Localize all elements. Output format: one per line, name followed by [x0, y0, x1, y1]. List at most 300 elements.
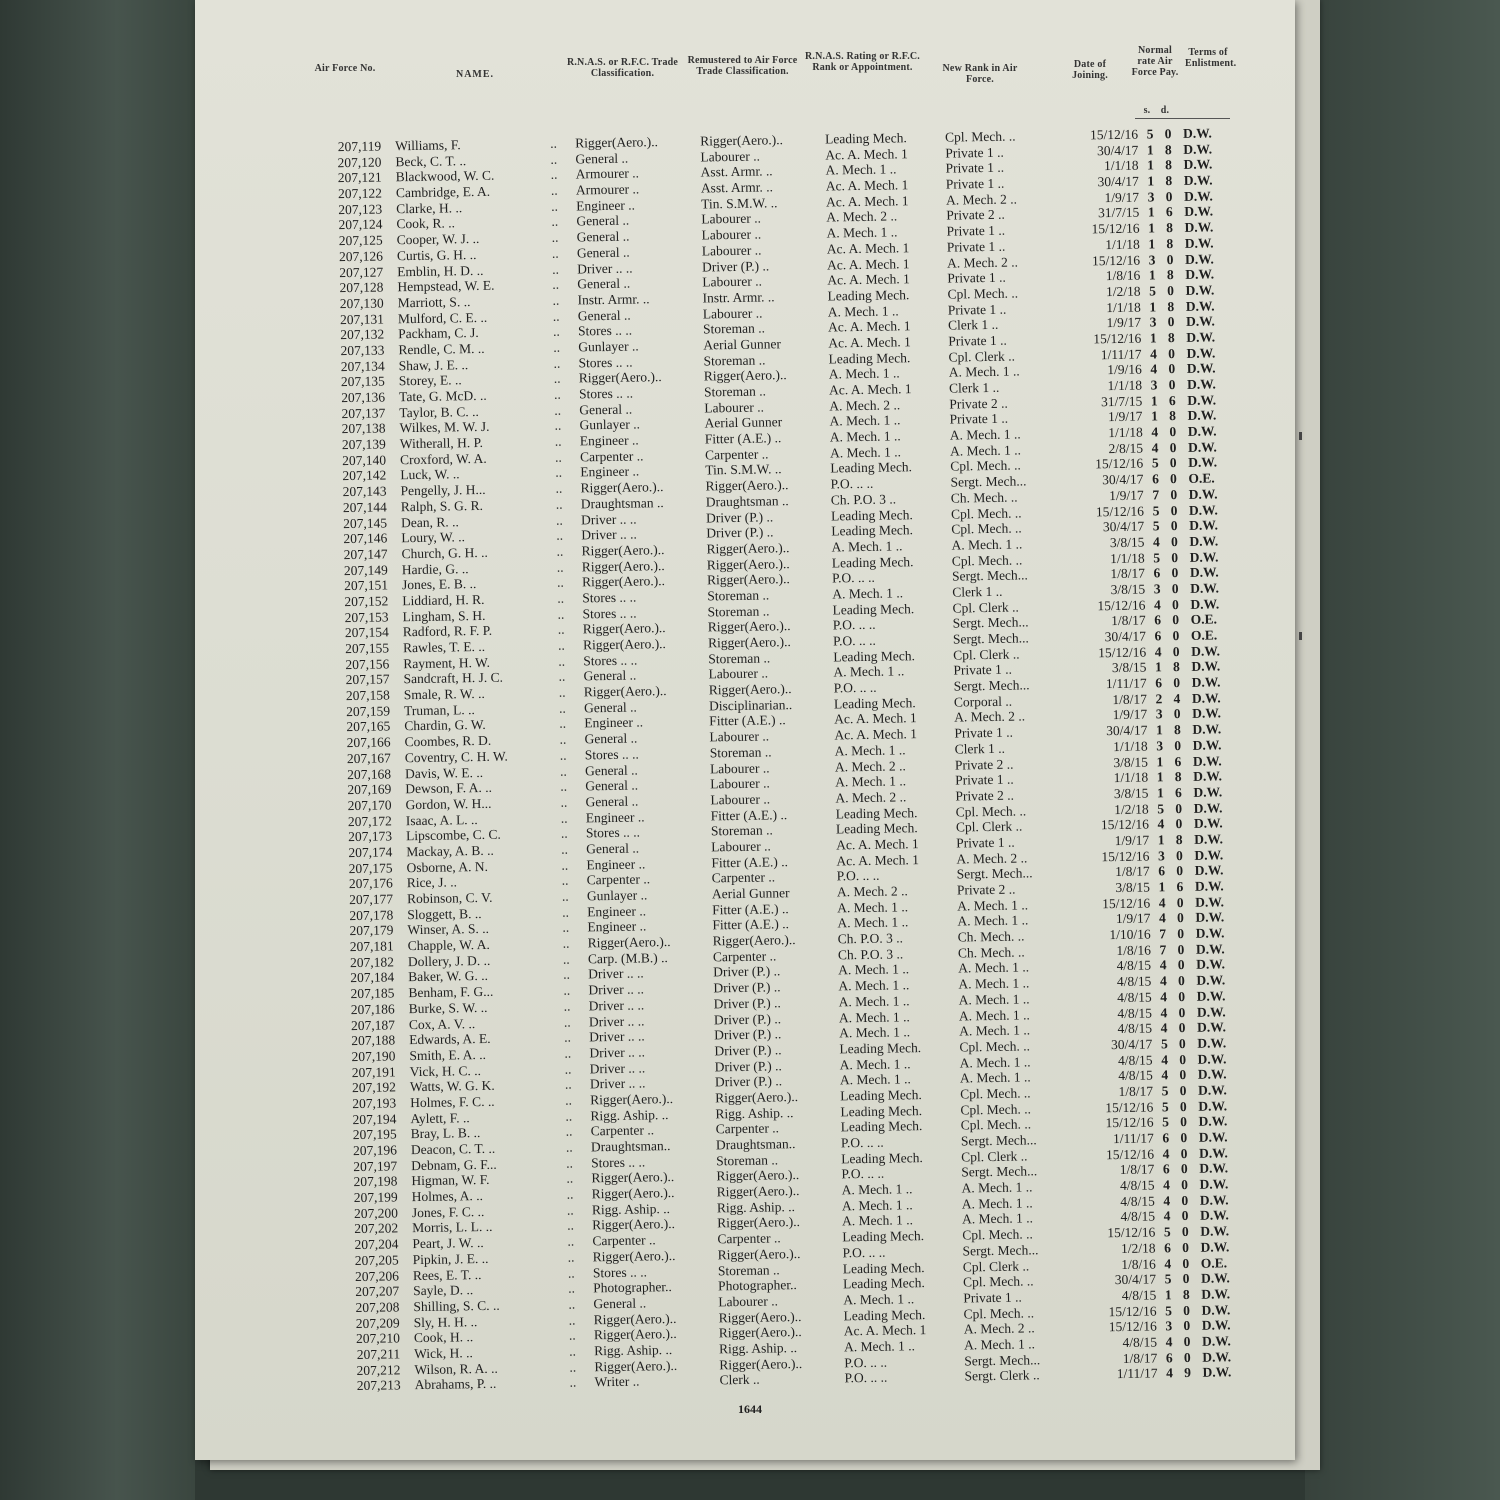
pay-shillings: 4 — [1150, 361, 1158, 377]
terms-cell: D.W. — [1198, 1097, 1228, 1114]
name-cell: Storey, E. .. — [398, 372, 462, 389]
rating-cell: Leading Mech. — [839, 1040, 922, 1057]
terms-cell: D.W. — [1189, 548, 1219, 565]
rating-cell: Ac. A. Mech. 1 — [827, 271, 910, 288]
rating-cell: A. Mech. 2 .. — [836, 883, 908, 900]
terms-cell: D.W. — [1187, 439, 1217, 455]
date-cell: 15/12/16 — [1097, 597, 1146, 613]
air-force-no: 207,137 — [341, 405, 386, 421]
leader-dots: .. — [554, 418, 562, 434]
terms-cell: D.W. — [1183, 141, 1213, 157]
pay-shillings: 4 — [1161, 1051, 1169, 1067]
leader-dots: .. — [567, 1233, 575, 1249]
name-cell: Dewson, F. A. .. — [405, 780, 493, 797]
new-rank-cell: Clerk 1 .. — [954, 740, 1006, 757]
pay-pence: 0 — [1171, 549, 1179, 565]
pay-pence: 0 — [1168, 377, 1176, 393]
date-cell: 1/1/18 — [1103, 157, 1139, 174]
rating-cell: P.O. .. .. — [844, 1354, 888, 1371]
date-cell: 1/8/17 — [1122, 1350, 1158, 1366]
new-rank-cell: Private 2 .. — [946, 207, 1005, 224]
air-force-no: 207,206 — [354, 1267, 400, 1284]
date-cell: 15/12/16 — [1108, 1303, 1157, 1319]
rating-cell: A. Mech. 1 .. — [832, 585, 904, 602]
leader-dots: .. — [566, 1155, 574, 1171]
date-cell: 15/12/16 — [1100, 816, 1150, 833]
pay-shillings: 1 — [1146, 142, 1154, 158]
date-cell: 15/12/16 — [1089, 126, 1139, 143]
air-force-no: 207,205 — [354, 1252, 399, 1268]
leader-dots: .. — [562, 935, 570, 951]
pay-shillings: 3 — [1147, 189, 1155, 205]
trade-cell: Rigger(Aero.).. — [580, 479, 664, 496]
remustered-cell: Labourer .. — [702, 305, 763, 322]
terms-cell: O.E. — [1188, 470, 1215, 486]
name-cell: Sly, H. H. .. — [413, 1313, 478, 1330]
new-rank-cell: Sergt. Mech... — [950, 473, 1027, 490]
name-cell: Tate, G. McD. .. — [398, 387, 487, 405]
new-rank-cell: Sergt. Mech... — [961, 1163, 1038, 1180]
air-force-no: 207,143 — [342, 483, 387, 500]
trade-cell: Rigger(Aero.).. — [592, 1216, 676, 1233]
pay-shillings: 1 — [1151, 408, 1159, 424]
leader-dots: .. — [559, 716, 567, 732]
pay-pence: 0 — [1181, 1177, 1189, 1193]
rating-cell: A. Mech. 1 .. — [841, 1197, 913, 1214]
trade-cell: Driver .. .. — [588, 997, 645, 1014]
pay-shillings: 2 — [1155, 691, 1163, 707]
name-cell: Higman, W. F. — [411, 1172, 490, 1189]
air-force-no: 207,139 — [341, 436, 386, 453]
leader-dots: .. — [554, 433, 562, 449]
pay-pence: 8 — [1167, 298, 1175, 314]
new-rank-cell: Clerk 1 .. — [947, 317, 999, 333]
leader-dots: .. — [556, 543, 564, 559]
pay-shillings: 1 — [1148, 267, 1156, 283]
terms-cell: D.W. — [1182, 125, 1212, 141]
remustered-cell: Labourer .. — [709, 759, 770, 776]
rating-cell: A. Mech. 1 .. — [833, 663, 905, 680]
air-force-no: 207,191 — [351, 1063, 396, 1080]
terms-cell: D.W. — [1202, 1364, 1232, 1381]
date-cell: 15/12/16 — [1105, 1099, 1154, 1115]
name-cell: Wilson, R. A. .. — [414, 1360, 498, 1377]
new-rank-cell: A. Mech. 1 .. — [949, 442, 1022, 459]
pay-shillings: 6 — [1155, 675, 1163, 691]
desk-backdrop-left — [0, 0, 195, 1500]
trade-cell: Rigger(Aero.).. — [587, 934, 671, 951]
name-cell: Vick, H. C. .. — [409, 1062, 482, 1079]
date-cell: 1/11/17 — [1116, 1365, 1158, 1382]
terms-cell: D.W. — [1201, 1333, 1231, 1349]
pay-shillings: 1 — [1147, 173, 1155, 189]
air-force-no: 207,177 — [349, 891, 394, 908]
name-cell: Luck, W. .. — [400, 466, 460, 483]
leader-dots: .. — [550, 151, 558, 167]
rating-cell: A. Mech. 1 .. — [829, 444, 902, 461]
pay-pence: 8 — [1182, 1286, 1190, 1302]
date-cell: 30/4/17 — [1102, 518, 1145, 535]
terms-cell: D.W. — [1191, 690, 1221, 706]
rating-cell: A. Mech. 1 .. — [837, 914, 909, 931]
new-rank-cell: Cpl. Mech. .. — [962, 1226, 1033, 1243]
air-force-no: 207,158 — [345, 687, 390, 704]
new-rank-cell: Cpl. Mech. .. — [951, 520, 1022, 537]
date-cell: 31/7/15 — [1097, 205, 1140, 221]
air-force-no: 207,182 — [349, 954, 395, 970]
date-cell: 1/9/17 — [1106, 314, 1142, 331]
rating-cell: A. Mech. 1 .. — [838, 1008, 910, 1025]
date-cell: 4/8/15 — [1120, 1193, 1155, 1209]
new-rank-cell: Clerk 1 .. — [952, 583, 1003, 600]
rating-cell: P.O. .. .. — [836, 868, 880, 884]
leader-dots: .. — [565, 1123, 573, 1140]
pay-pence: 0 — [1172, 628, 1180, 644]
remustered-cell: Rigger(Aero.).. — [706, 555, 790, 573]
name-cell: Robinson, C. V. — [406, 889, 493, 907]
page-number: 1644 — [738, 1402, 762, 1416]
leader-dots: .. — [555, 496, 563, 512]
new-rank-cell: A. Mech. 1 .. — [958, 975, 1030, 992]
pay-pence: 0 — [1169, 439, 1177, 455]
air-force-no: 207,169 — [347, 781, 392, 798]
leader-dots: .. — [564, 1061, 572, 1077]
pay-pence: 0 — [1171, 580, 1179, 597]
date-cell: 31/7/15 — [1100, 393, 1143, 409]
remustered-cell: Driver (P.) .. — [701, 257, 770, 274]
air-force-no: 207,192 — [351, 1079, 397, 1096]
air-force-no: 207,138 — [341, 420, 386, 437]
new-rank-cell: Private 1 .. — [947, 301, 1007, 318]
trade-cell: Driver .. .. — [589, 1028, 645, 1045]
terms-cell: D.W. — [1184, 219, 1214, 236]
trade-cell: Driver .. .. — [589, 1044, 646, 1061]
terms-cell: D.W. — [1201, 1286, 1231, 1302]
remustered-cell: Labourer .. — [701, 242, 762, 259]
air-force-no: 207,210 — [355, 1330, 401, 1347]
rating-cell: Leading Mech. — [830, 506, 913, 523]
trade-cell: Stores .. .. — [582, 589, 637, 606]
terms-cell: D.W. — [1183, 156, 1213, 173]
air-force-no: 207,149 — [343, 562, 388, 578]
pay-pence: 0 — [1171, 565, 1179, 581]
terms-cell: D.W. — [1199, 1207, 1229, 1224]
air-force-no: 207,188 — [351, 1032, 396, 1049]
air-force-no: 207,151 — [344, 577, 389, 594]
leader-dots: .. — [563, 998, 571, 1014]
pay-pence: 0 — [1183, 1318, 1191, 1334]
remustered-cell: Rigger(Aero.).. — [705, 477, 789, 494]
pay-shillings: 1 — [1156, 769, 1164, 785]
new-rank-cell: A. Mech. 1 .. — [961, 1195, 1033, 1212]
remustered-cell: Draughtsman .. — [705, 492, 789, 510]
pay-pence: 8 — [1172, 659, 1180, 675]
trade-cell: General .. — [585, 793, 639, 810]
terms-cell: D.W. — [1195, 925, 1225, 941]
trade-cell: Rigger(Aero.).. — [594, 1357, 678, 1374]
trade-cell: General .. — [576, 228, 630, 245]
name-cell: Curtis, G. H. .. — [396, 246, 477, 264]
new-rank-cell: Cpl. Mech. .. — [960, 1116, 1032, 1133]
date-cell: 1/1/18 — [1106, 299, 1141, 315]
remustered-cell: Fitter (A.E.) .. — [712, 916, 790, 933]
air-force-no: 207,165 — [346, 718, 391, 735]
trade-cell: Rigg. Aship. .. — [594, 1342, 673, 1359]
air-force-no: 207,155 — [345, 640, 390, 657]
date-cell: 1/9/17 — [1109, 487, 1144, 503]
leader-dots: .. — [551, 245, 559, 261]
leader-dots: .. — [557, 621, 565, 638]
trade-cell: General .. — [583, 699, 637, 716]
pay-pence: 0 — [1181, 1208, 1189, 1224]
pay-shillings: 3 — [1148, 251, 1156, 267]
remustered-cell: Rigger(Aero.).. — [719, 1355, 803, 1372]
remustered-cell: Storeman .. — [716, 1152, 779, 1169]
pay-shillings: 5 — [1165, 1302, 1173, 1318]
leader-dots: .. — [561, 857, 569, 873]
leader-dots: .. — [555, 480, 563, 496]
leader-dots: .. — [556, 574, 564, 591]
remustered-cell: Storeman .. — [702, 320, 766, 337]
terms-cell: D.W. — [1197, 1066, 1227, 1083]
trade-cell: Rigger(Aero.).. — [575, 134, 659, 151]
trade-cell: Engineer .. — [586, 856, 646, 872]
air-force-no: 207,121 — [337, 169, 382, 186]
leader-dots: .. — [555, 465, 563, 481]
remustered-cell: Labourer .. — [704, 399, 765, 416]
remustered-cell: Driver (P.) .. — [705, 508, 774, 525]
terms-cell: D.W. — [1184, 203, 1214, 220]
pay-shillings: 4 — [1159, 957, 1167, 973]
pay-shillings: 5 — [1161, 1098, 1169, 1114]
trade-cell: Rigger(Aero.).. — [583, 683, 667, 700]
remustered-cell: Labourer .. — [718, 1293, 779, 1310]
pay-shillings: 7 — [1159, 926, 1167, 942]
trade-cell: General .. — [577, 307, 631, 323]
pay-pence: 0 — [1180, 1145, 1188, 1161]
trade-cell: Writer .. — [594, 1373, 640, 1390]
name-cell: Dollery, J. D. .. — [407, 952, 491, 969]
terms-cell: D.W. — [1184, 235, 1214, 251]
new-rank-cell: A. Mech. 1 .. — [957, 897, 1029, 914]
air-force-no: 207,120 — [337, 154, 382, 170]
new-rank-cell: Private 1 .. — [955, 771, 1014, 788]
pay-pence: 4 — [1173, 690, 1181, 706]
pay-pence: 6 — [1174, 784, 1182, 800]
air-force-no: 207,132 — [340, 326, 385, 343]
air-force-no: 207,126 — [338, 248, 384, 264]
pay-pence: 0 — [1179, 1098, 1187, 1114]
date-cell: 1/2/18 — [1120, 1240, 1156, 1256]
pay-shillings: 4 — [1160, 989, 1168, 1005]
pay-shillings: 3 — [1157, 847, 1165, 864]
date-cell: 1/8/16 — [1121, 1255, 1156, 1272]
terms-cell: D.W. — [1195, 909, 1225, 926]
rating-cell: P.O. .. .. — [840, 1134, 884, 1151]
new-rank-cell: Sergt. Mech... — [962, 1242, 1039, 1259]
pay-pence: 0 — [1167, 282, 1175, 299]
trade-cell: Rigger(Aero.).. — [582, 620, 666, 637]
remustered-cell: Labourer .. — [702, 273, 763, 290]
new-rank-cell: Private 1 .. — [946, 222, 1006, 239]
date-cell: 30/4/17 — [1114, 1271, 1157, 1288]
terms-cell: D.W. — [1191, 674, 1221, 690]
name-cell: Aylett, F. .. — [410, 1109, 470, 1126]
pay-shillings: 4 — [1161, 1067, 1169, 1083]
rating-cell: A. Mech. 2 .. — [826, 208, 898, 225]
rating-cell: A. Mech. 1 .. — [843, 1338, 916, 1355]
terms-cell: D.W. — [1183, 172, 1213, 188]
remustered-cell: Clerk .. — [719, 1372, 760, 1388]
rating-cell: Leading Mech. — [833, 694, 916, 712]
pay-shillings: 3 — [1156, 738, 1164, 754]
remustered-cell: Instr. Armr. .. — [702, 289, 775, 306]
pay-pence: 0 — [1177, 941, 1185, 957]
name-cell: Lipscombe, C. C. — [405, 826, 501, 844]
new-rank-cell: Cpl. Clerk .. — [953, 646, 1020, 663]
leader-dots: .. — [568, 1327, 576, 1343]
pay-pence: 0 — [1172, 612, 1180, 628]
date-cell: 15/12/16 — [1107, 1224, 1156, 1241]
pay-pence: 0 — [1172, 643, 1180, 659]
trade-cell: Driver .. .. — [589, 1075, 646, 1092]
pay-pence: 0 — [1183, 1302, 1191, 1318]
remustered-cell: Fitter (A.E.) .. — [709, 712, 786, 729]
pay-pence: 0 — [1175, 816, 1183, 832]
new-rank-cell: Cpl. Clerk .. — [960, 1148, 1028, 1165]
name-cell: Beck, C. T. .. — [395, 152, 467, 169]
leader-dots: .. — [564, 1045, 572, 1061]
rating-cell: Ac. A. Mech. 1 — [834, 726, 918, 743]
name-cell: Wick, H. .. — [414, 1345, 473, 1362]
pay-shillings: 1 — [1156, 753, 1164, 769]
remustered-cell: Tin. S.M.W. .. — [700, 195, 778, 212]
leader-dots: .. — [561, 872, 569, 889]
air-force-no: 207,128 — [339, 279, 384, 296]
trade-cell: General .. — [585, 777, 639, 794]
remustered-cell: Rigger(Aero.).. — [703, 367, 787, 384]
rating-cell: Ac. A. Mech. 1 — [825, 192, 909, 210]
air-force-no: 207,212 — [356, 1361, 401, 1378]
new-rank-cell: Cpl. Mech. .. — [950, 457, 1021, 475]
date-cell: 1/11/17 — [1100, 346, 1142, 362]
remustered-cell: Carpenter .. — [717, 1230, 781, 1247]
leader-dots: .. — [556, 559, 564, 575]
name-cell: Cambridge, E. A. — [395, 183, 491, 201]
terms-cell: D.W. — [1189, 533, 1219, 549]
trade-cell: Stores .. .. — [577, 322, 633, 339]
new-rank-cell: Sergt. Mech... — [964, 1351, 1041, 1369]
date-cell: 3/8/15 — [1113, 785, 1149, 801]
rating-cell: Leading Mech. — [842, 1259, 925, 1276]
name-cell: Church, G. H. .. — [401, 544, 488, 562]
rating-cell: Leading Mech. — [843, 1306, 926, 1323]
remustered-cell: Labourer .. — [710, 775, 770, 792]
trade-cell: Rigger(Aero.).. — [582, 636, 666, 653]
pay-pence: 0 — [1164, 126, 1172, 142]
pay-pence: 0 — [1167, 314, 1175, 330]
trade-cell: Stores .. .. — [585, 824, 641, 841]
trade-cell: Carpenter .. — [586, 871, 651, 888]
pay-pence: 0 — [1166, 251, 1174, 267]
new-rank-cell: A. Mech. 1 .. — [959, 1053, 1031, 1071]
pay-pence: 0 — [1182, 1271, 1190, 1287]
pay-pence: 0 — [1180, 1114, 1188, 1130]
pay-pence: 0 — [1169, 424, 1177, 440]
header-new-rank: New Rank in Air Force. — [942, 63, 1018, 85]
air-force-no: 207,124 — [338, 216, 383, 233]
remustered-cell: Rigger(Aero.).. — [707, 618, 791, 635]
trade-cell: Engineer .. — [587, 903, 647, 920]
remustered-cell: Asst. Armr. .. — [700, 163, 773, 180]
date-cell: 15/12/16 — [1091, 252, 1141, 268]
rating-cell: A. Mech. 1 .. — [839, 1055, 911, 1072]
leader-dots: .. — [559, 763, 567, 779]
pay-shillings: 4 — [1163, 1177, 1171, 1193]
leader-dots: .. — [551, 214, 559, 230]
air-force-no: 207,173 — [348, 828, 393, 845]
date-cell: 1/1/18 — [1113, 769, 1149, 786]
remustered-cell: Rigg. Aship. .. — [716, 1198, 796, 1216]
air-force-no: 207,193 — [352, 1095, 397, 1112]
trade-cell: Driver .. .. — [588, 965, 644, 982]
leader-dots: .. — [561, 841, 569, 857]
trade-cell: Armourer .. — [575, 165, 640, 182]
trade-cell: Gunlayer .. — [578, 338, 639, 355]
remustered-cell: Rigger(Aero.).. — [717, 1214, 801, 1231]
new-rank-cell: Cpl. Clerk .. — [952, 599, 1019, 616]
new-rank-cell: A. Mech. 1 .. — [963, 1336, 1036, 1353]
terms-cell: D.W. — [1186, 360, 1216, 377]
trade-cell: Driver .. .. — [588, 1012, 645, 1029]
trade-cell: Rigg. Aship. .. — [590, 1106, 669, 1123]
terms-cell: D.W. — [1193, 799, 1223, 816]
pay-pence: 0 — [1182, 1255, 1190, 1271]
date-cell: 15/12/16 — [1102, 895, 1151, 911]
rating-cell: A. Mech. 1 .. — [837, 899, 909, 916]
date-cell: 4/8/15 — [1117, 1020, 1153, 1037]
pay-shillings: 7 — [1159, 942, 1167, 958]
rating-cell: A. Mech. 2 .. — [829, 397, 901, 414]
rating-cell: A. Mech. 1 .. — [841, 1181, 913, 1198]
trade-cell: Engineer .. — [587, 918, 647, 935]
new-rank-cell: A. Mech. 1 .. — [951, 536, 1023, 553]
air-force-no: 207,213 — [356, 1377, 401, 1394]
date-cell: 4/8/15 — [1120, 1208, 1156, 1225]
terms-cell: D.W. — [1197, 1035, 1227, 1051]
name-cell: Hardie, G. .. — [401, 560, 469, 577]
column-headers — [195, 45, 1295, 125]
air-force-no: 207,178 — [349, 907, 394, 923]
rating-cell: Leading Mech. — [831, 522, 914, 539]
new-rank-cell: Cpl. Mech. .. — [959, 1038, 1031, 1055]
name-cell: Taylor, B. C. .. — [399, 403, 479, 420]
remustered-cell: Driver (P.) .. — [714, 1073, 783, 1090]
rating-cell: A. Mech. 1 .. — [841, 1212, 914, 1229]
leader-dots: .. — [551, 198, 559, 214]
leader-dots: .. — [567, 1218, 575, 1234]
leader-dots: .. — [554, 402, 562, 418]
pay-shillings: 1 — [1154, 659, 1162, 675]
terms-cell: D.W. — [1190, 596, 1220, 612]
pay-pence: 8 — [1164, 141, 1172, 157]
pay-pence: 6 — [1165, 204, 1173, 220]
name-cell: Rees, E. T. .. — [412, 1266, 482, 1283]
new-rank-cell: Sergt. Mech... — [960, 1132, 1037, 1149]
name-cell: Cooper, W. J. .. — [396, 231, 480, 248]
pay-shillings: 5 — [1161, 1083, 1169, 1099]
pay-pence: 8 — [1174, 769, 1182, 785]
